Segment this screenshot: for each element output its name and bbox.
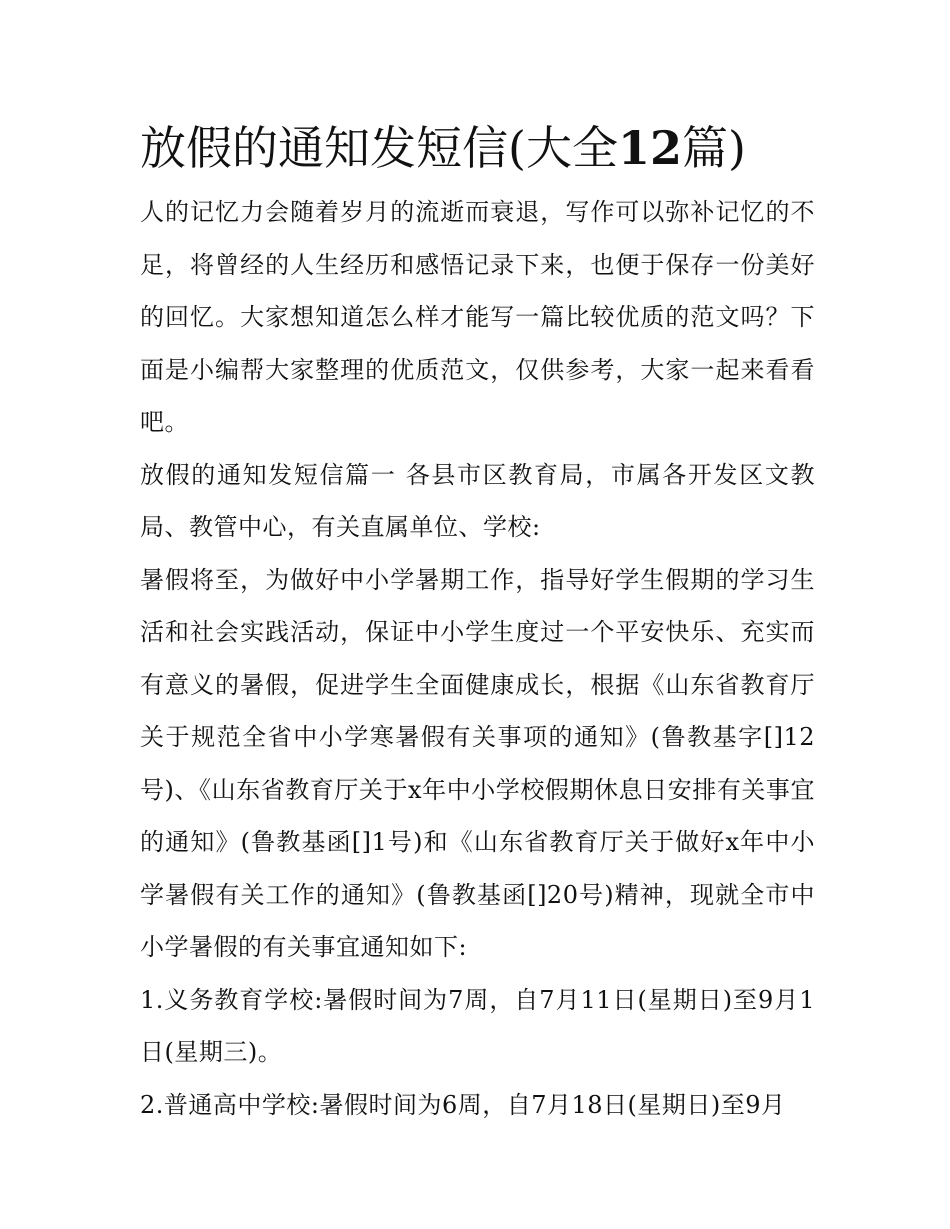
list-item-compulsory-education: 1.义务教育学校:暑假时间为7周，自7月11日(星期日)至9月1日(星期三)。 <box>140 985 815 1066</box>
title-text: 放假的通知发短信(大全 <box>140 121 618 175</box>
notice-body-paragraph: 暑假将至，为做好中小学暑期工作，指导好学生假期的学习生活和社会实践活动，保证中小学生度过一个平安快乐、充实而有意义的暑假，促进学生全面健康成长，根据《山东省教育厅关于规范全省中小学寒暑假有关事项的通知》(鲁教基字[]12号)、《山东省教育厅关于x年中小学校假期休息日安排有关事宜的通知》(鲁教基函[]1号)和《山东省教育厅关于做好x年中小学暑假有关工作的通知》(鲁教基函[]20号)精神，现就全市中小学暑假的有关事宜通知如下: <box>140 565 815 961</box>
intro-paragraph: 人的记忆力会随着岁月的流逝而衰退，写作可以弥补记忆的不足，将曾经的人生经历和感悟记录下来，也便于保存一份美好的回忆。大家想知道怎么样才能写一篇比较优质的范文吗？下面是小编帮大家整理的优质范文，仅供参考，大家一起来看看吧。 <box>140 198 815 436</box>
list-item-high-school: 2.普通高中学校:暑假时间为6周，自7月18日(星期日)至9月 <box>140 1090 786 1119</box>
document-title <box>140 110 815 186</box>
notice-heading-paragraph: 放假的通知发短信篇一 各县市区教育局，市属各开发区文教局、教管中心，有关直属单位、学校: <box>140 460 815 541</box>
title-text-end: 篇) <box>681 121 746 175</box>
document-page <box>140 110 815 1131</box>
title-number: 12 <box>617 121 682 175</box>
